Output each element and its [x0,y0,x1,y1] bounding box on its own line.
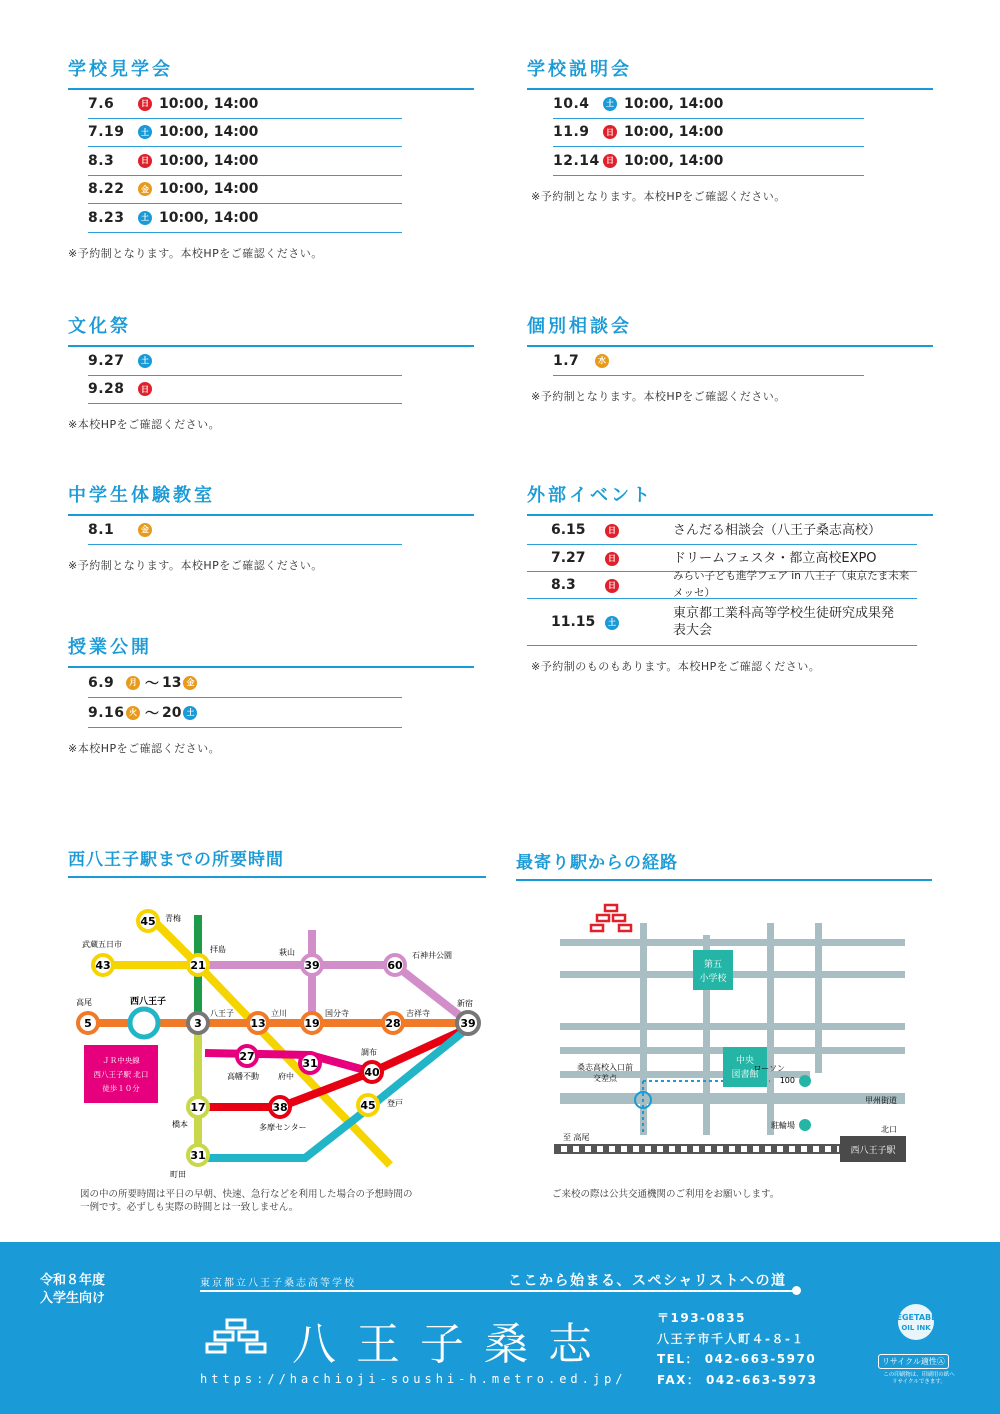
event-row [527,572,917,599]
walk-info-box [84,1045,158,1103]
station-name: 吉祥寺 [406,1009,430,1018]
schedule-row [88,668,402,698]
website-link[interactable]: https://hachioji-soushi-h.metro.ed.jp/ [200,1372,627,1386]
schedule-row [88,176,402,205]
station-shinjuku [457,998,479,1034]
route-caption [80,1188,450,1214]
day-badge: 土 [183,706,197,720]
range-separator: 〜 [145,675,159,692]
station-name: 八王子 [210,1009,234,1018]
station-haijima [188,944,226,975]
section-title: 授業公開 [68,637,152,658]
lawson-marker [799,1075,811,1087]
minutes: 45 [140,915,156,928]
trial-class-section [68,482,474,573]
minutes: 45 [360,1099,376,1112]
date: 20 [162,704,182,721]
section-title: 外部イベント [527,485,653,506]
station-name: 高幡不動 [227,1072,259,1081]
section-title: 最寄り駅からの経路 [516,853,678,873]
event-row [527,516,917,545]
schedule-list [68,90,402,233]
note-line: この印刷物は、印刷用の紙へ [883,1372,955,1378]
minutes: 31 [190,1149,206,1162]
note: ※本校HPをご確認ください。 [68,742,221,755]
school-logo-icon [205,1316,267,1356]
contact-info [657,1308,818,1390]
time: 10:00, 14:00 [159,209,259,226]
station-name: 青梅 [165,914,181,923]
access-caption: ご来校の際は公共交通機関のご利用をお願いします。 [552,1189,780,1200]
note-line: リサイクルできます。 [892,1379,946,1385]
vegetable-oil-ink-icon [876,1300,956,1344]
route-map-section [68,845,486,878]
station-name: 町田 [170,1170,186,1179]
section-title: 学校見学会 [68,59,173,80]
station-chofu [361,1047,382,1082]
schedule-row [88,516,402,545]
day-badge: 日 [138,154,152,168]
minutes: 40 [364,1066,380,1079]
event-name: 東京都工業科高等学校生徒研究成果発表大会 [673,606,895,638]
minutes: 19 [304,1017,320,1030]
date: 11.9 [553,124,590,141]
schedule-row [88,376,402,405]
event-name: ドリームフェスタ・都立高校EXPO [673,550,877,566]
day-badge: 土 [138,211,152,225]
year-line: 入学生向け [40,1291,106,1306]
day-badge: 日 [605,579,619,593]
road-label: 甲州街道 [865,1096,897,1105]
building-label: 小学校 [699,974,727,984]
year-line: 令和８年度 [40,1273,106,1288]
station-name: 萩山 [279,948,295,957]
school-logo-icon [591,905,631,931]
box-line: ＪＲ中央線 [102,1056,140,1065]
veg-label: OIL INK [901,1324,931,1332]
box-line: 西八王子駅 北口 [93,1070,149,1079]
section-title: 個別相談会 [527,316,632,337]
day-badge: 土 [605,616,619,630]
event-name: さんだる相談会（八王子桑志高校） [673,522,882,538]
divider-dot [792,1286,801,1295]
section-title: 中学生体験教室 [68,485,215,506]
day-badge: 日 [138,97,152,111]
recycle-note [880,1372,958,1386]
schedule-row [88,147,402,176]
schedule-row [553,119,864,148]
station-nishihachioji [130,995,166,1037]
access-map-section [516,848,932,881]
note: ※予約制となります。本校HPをご確認ください。 [531,389,786,403]
station-name: 高尾 [76,998,92,1007]
station-name: 立川 [271,1009,287,1018]
date: 7.27 [551,550,586,566]
date: 12.14 [553,152,600,169]
schedule-list [527,347,864,376]
station-takao [76,997,98,1033]
day-badge: 日 [603,154,617,168]
external-events-section [527,482,933,674]
section-title: 文化祭 [68,316,131,337]
schedule-list [68,347,402,404]
station-name: 橋本 [172,1120,188,1129]
schedule-row [88,698,402,728]
event-row [527,599,917,646]
poi-label: ローソン [753,1064,785,1073]
minutes: 5 [84,1017,92,1030]
station-hashimoto [172,1097,208,1129]
day-badge: 日 [138,382,152,396]
veg-label: VEGETABLE [890,1313,942,1322]
event-name: みらい子ども進学フェア in 八王子（東京たま未来メッセ） [673,570,910,599]
date: 8.3 [88,152,115,169]
date: 6.9 [88,674,115,691]
date: 6.15 [551,522,586,538]
info-session-section [527,56,933,204]
bike-parking-marker [799,1119,811,1131]
station-name: 登戸 [387,1099,403,1108]
school5-building [693,950,733,990]
day-badge: 金 [138,182,152,196]
day-badge: 日 [605,524,619,538]
minutes: 39 [460,1017,476,1030]
date: 8.23 [88,209,125,226]
schedule-list [527,90,864,176]
fax: FAX： 042-663-5973 [657,1372,818,1387]
festival-section [68,313,474,432]
consultation-section [527,313,933,404]
minutes: 13 [250,1017,266,1030]
date: 8.22 [88,181,125,198]
station-name: 武蔵五日市 [82,940,122,949]
day-badge: 金 [183,676,197,690]
day-badge: 日 [605,552,619,566]
note: ※予約制となります。本校HPをご確認ください。 [68,558,323,572]
time: 10:00, 14:00 [624,152,724,169]
day-badge: 土 [138,125,152,139]
schedule-row [88,204,402,233]
time: 10:00, 14:00 [159,95,259,112]
day-badge: 火 [126,706,140,720]
station-name: 西八王子 [130,997,167,1007]
station-name: 多摩センター [259,1123,307,1132]
divider [516,879,932,881]
station-name: 府中 [278,1072,294,1081]
school-full-name: 東京都立八王子桑志高等学校 [200,1278,356,1289]
date: 11.15 [551,614,596,630]
footer [0,1242,1000,1414]
poi-label: 100 [779,1076,795,1085]
school-tour-section [68,56,474,261]
date: 9.27 [88,352,125,369]
section-title: 学校説明会 [527,59,632,80]
divider [200,1290,796,1292]
date: 7.19 [88,124,125,141]
open-class-section [68,634,474,756]
school-name: 八王子桑志 [292,1319,612,1370]
poi-label: 交差点 [593,1074,617,1083]
access-map [545,895,945,1165]
date: 9.28 [88,381,125,398]
direction-label: 至 高尾 [563,1133,590,1142]
schedule-row [88,347,402,376]
minutes: 31 [302,1057,318,1070]
address: 八王子市千人町４-８-１ [657,1331,805,1346]
day-badge: 月 [126,676,140,690]
schedule-list [68,668,402,728]
schedule-row [553,147,864,176]
time: 10:00, 14:00 [159,181,259,198]
date: 7.6 [88,95,115,112]
minutes: 3 [194,1017,202,1030]
minutes: 27 [239,1050,255,1063]
caption-line: 一例です。必ずしも実際の時間とは一致しません。 [80,1202,299,1213]
date: 1.7 [553,352,580,369]
schedule-row [88,90,402,119]
minutes: 39 [304,959,320,972]
schedule-row [88,119,402,148]
building-label: 図書館 [731,1070,759,1080]
minutes: 28 [385,1017,401,1030]
poi-label: 桑志高校入口前 [577,1063,633,1072]
caption-line: 図の中の所要時間は平日の早朝、快速、急行などを利用した場合の予想時間の [80,1189,413,1200]
time: 10:00, 14:00 [159,124,259,141]
building-label: 中央 [735,1056,755,1066]
date: 10.4 [553,95,590,112]
target-year [40,1272,105,1308]
station-itsukaichi [82,939,122,975]
line-keio [198,1028,468,1107]
station-name: 新宿 [457,999,473,1008]
station-name: 石神井公園 [412,951,452,960]
recycle-badge: リサイクル適性Ⓐ [878,1354,949,1369]
poi-label: 北口 [881,1125,897,1134]
schedule-list [68,516,402,545]
building-label: 第五 [703,960,723,970]
station-shakujii [385,950,452,975]
date: 8.1 [88,521,115,538]
date: 8.3 [551,577,576,593]
note: ※予約制のものもあります。本校HPをご確認ください。 [531,660,821,673]
minutes: 43 [95,959,111,972]
day-badge: 水 [595,354,609,368]
station-name: 調布 [361,1048,377,1057]
day-badge: 土 [603,97,617,111]
day-badge: 土 [138,354,152,368]
event-list [527,516,917,646]
date: 9.16 [88,704,125,721]
route-map [60,895,500,1185]
box-line: 徒歩１０分 [102,1084,140,1093]
minutes: 60 [387,959,403,972]
schedule-row [553,90,864,119]
station-machida [170,1145,208,1179]
slogan: ここから始まる、スペシャリストへの道 [508,1273,787,1289]
divider [68,876,486,878]
postal-code: 〒193-0835 [657,1311,746,1325]
note: ※本校HPをご確認ください。 [68,418,221,431]
day-badge: 日 [603,125,617,139]
station-label: 西八王子駅 [850,1146,896,1156]
date: 13 [162,674,182,691]
time: 10:00, 14:00 [159,152,259,169]
time: 10:00, 14:00 [624,124,724,141]
day-badge: 金 [138,523,152,537]
station-name: 拝島 [210,945,226,954]
schedule-row [553,347,864,376]
station-name: 国分寺 [325,1009,349,1018]
note: ※予約制となります。本校HPをご確認ください。 [531,189,786,203]
range-separator: 〜 [145,705,159,722]
poi-label: 駐輪場 [771,1121,795,1130]
note: ※予約制となります。本校HPをご確認ください。 [68,246,323,260]
section-title: 西八王子駅までの所要時間 [68,850,284,870]
minutes: 21 [190,959,206,972]
time: 10:00, 14:00 [624,95,724,112]
minutes: 38 [272,1101,288,1114]
minutes: 17 [190,1101,206,1114]
phone: TEL： 042-663-5970 [657,1352,817,1366]
